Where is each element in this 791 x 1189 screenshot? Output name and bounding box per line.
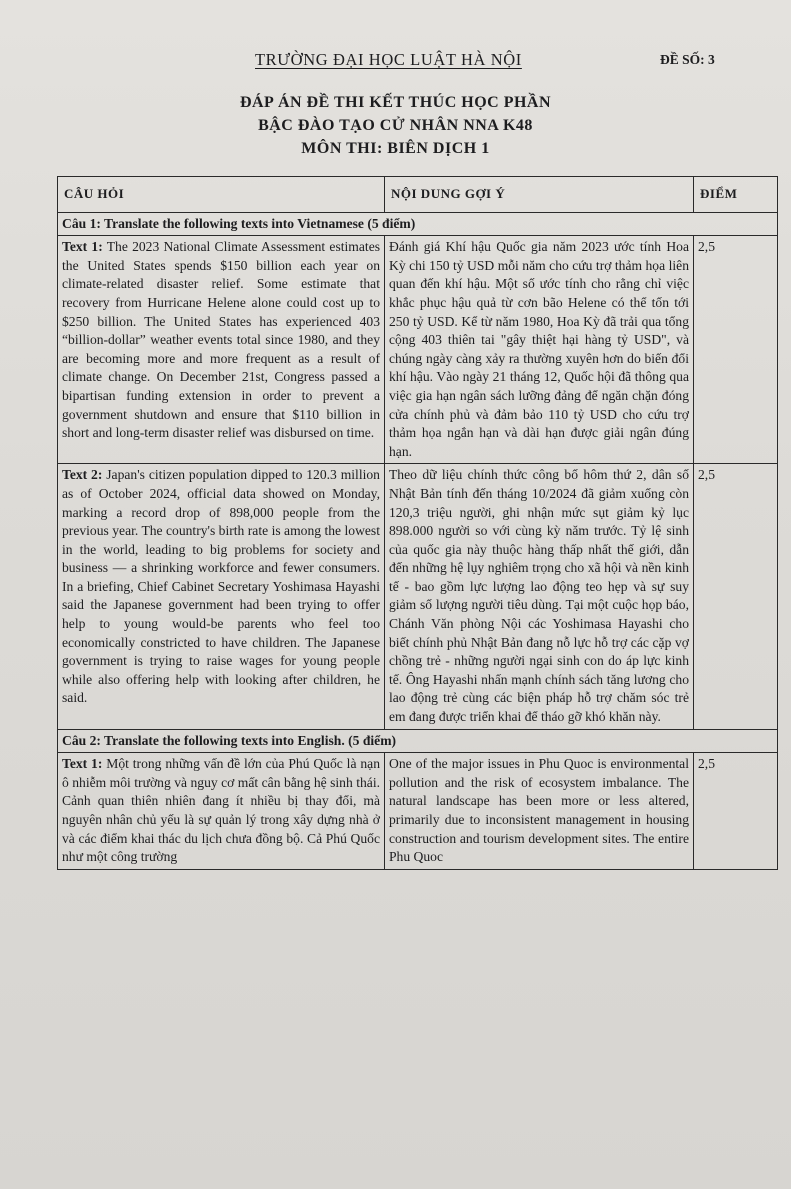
question-1-title: Câu 1: Translate the following texts into Vietnamese (5 điểm) <box>58 212 778 236</box>
exam-number: ĐỀ SỐ: 3 <box>660 52 715 67</box>
source-text: Japan's citizen population dipped to 120.3 million as of October 2024, official data showed on Monday, marking a record drop of 898,000 people from the previous year. The country's birth rate is among the lowest in the world, leading to big problems for society and business — a shrinking workforce and fewer consumers. In a briefing, Chief Cabinet Secretary Yoshimasa Hayashi said the Japanese government had been trying to offer help to young would-be parents who feel too economically constricted to have children. The Japanese government is trying to raise wages for young people while also offering help with looking after children, he said. <box>62 467 380 706</box>
q1-text1-source <box>58 236 385 464</box>
q1-text1-answer: Đánh giá Khí hậu Quốc gia năm 2023 ước tính Hoa Kỳ chi 150 tỷ USD mỗi năm cho cứu trợ thảm họa liên quan đến khí hậu. Một số ước tính cho rằng chỉ việc khắc phục hậu quả từ cơn bão Helene có thể tốn tới 250 tỷ USD. Kể từ năm 1980, Hoa Kỳ đã trải qua tổng cộng 403 thiên tai "gây thiệt hại hàng tỷ USD", và chúng ngày càng xảy ra thường xuyên hơn do biến đổi khí hậu. Vào ngày 21 tháng 12, Quốc hội đã thông qua việc gia hạn ngân sách lưỡng đảng để ngăn chặn đóng cửa chính phủ và đảm bảo 110 tỷ USD cho cứu trợ thảm họa ngắn hạn và dài hạn được giải ngân đúng hạn. <box>385 236 694 464</box>
q1-text1-score: 2,5 <box>694 236 778 464</box>
q1-text2-score: 2,5 <box>694 464 778 729</box>
q2-text1-score: 2,5 <box>694 753 778 870</box>
answer-table <box>57 176 778 870</box>
source-text: Một trong những vấn đề lớn của Phú Quốc là nạn ô nhiễm môi trường và nguy cơ mất cân bằng hệ sinh thái. Cảnh quan thiên nhiên đang ít nhiều bị thay đổi, mà nguyên nhân chủ yếu là sự quản lý trong xây dựng nhà ở và các điểm khai thác du lịch chưa đồng bộ. Cả Phú Quốc như một công trường <box>62 756 380 865</box>
q1-text2-answer: Theo dữ liệu chính thức công bố hôm thứ 2, dân số Nhật Bản tính đến tháng 10/2024 đã giảm xuống còn 120,3 triệu người, ghi nhận mức sụt giảm kỷ lục 898.000 người so với cùng kỳ năm trước. Tỷ lệ sinh của quốc gia này thuộc hàng thấp nhất thế giới, dẫn đến những hệ lụy nghiêm trọng cho xã hội và nền kinh tế - bao gồm lực lượng lao động teo hẹp và sự suy giảm số lượng người tiêu dùng. Tại một cuộc họp báo, Chánh Văn phòng Nội các Yoshimasa Hayashi cho biết chính phủ Nhật Bản đang nỗ lực hỗ trợ các cặp vợ chồng trẻ - những người ngại sinh con do áp lực kinh tế. Ông Hayashi nhấn mạnh chính sách tăng lương cho lao động trẻ cùng các biện pháp hỗ trợ chăm sóc trẻ em đang được triển khai để tháo gỡ khó khăn này. <box>385 464 694 729</box>
column-header-answer: NỘI DUNG GỢI Ý <box>385 177 694 213</box>
q2-text1-answer: One of the major issues in Phu Quoc is environmental pollution and the risk of ecosystem imbalance. The natural landscape has been more or less altered, primarily due to inconsistent management in housing construction and tourism development sites. The entire Phu Quoc <box>385 753 694 870</box>
table-row <box>58 753 778 870</box>
column-header-score: ĐIỂM <box>694 177 778 213</box>
text-label: Text 1: <box>62 756 103 772</box>
subject-title: MÔN THI: BIÊN DỊCH 1 <box>301 140 490 157</box>
table-row <box>58 236 778 464</box>
program-title: BẬC ĐÀO TẠO CỬ NHÂN NNA K48 <box>258 117 533 134</box>
question-2-row <box>58 729 778 753</box>
source-text: The 2023 National Climate Assessment estimates the United States spends $150 billion each year on climate-related disaster relief. Some estimate that recovery from Hurricane Helene alone could cost up to $250 billion. The United States has experienced 403 “billion-dollar” weather events total since 1980, and they are becoming more and more frequent as a result of climate change. On December 21st, Congress passed a bipartisan funding extension in order to prevent a government shutdown and ensure that $110 billion in short and long-term disaster relief was disbursed on time. <box>62 239 381 441</box>
column-header-question: CÂU HỎI <box>58 177 385 213</box>
question-2-title: Câu 2: Translate the following texts into English. (5 điểm) <box>58 729 778 753</box>
text-label: Text 1: <box>62 239 103 255</box>
text-label: Text 2: <box>62 467 103 483</box>
q1-text2-source <box>58 464 385 729</box>
school-name: TRƯỜNG ĐẠI HỌC LUẬT HÀ NỘI <box>255 50 522 69</box>
table-header-row <box>58 177 778 213</box>
document-title: ĐÁP ÁN ĐỀ THI KẾT THÚC HỌC PHẦN <box>239 94 552 111</box>
question-1-row <box>58 212 778 236</box>
q2-text1-source <box>58 753 385 870</box>
table-row <box>58 464 778 729</box>
